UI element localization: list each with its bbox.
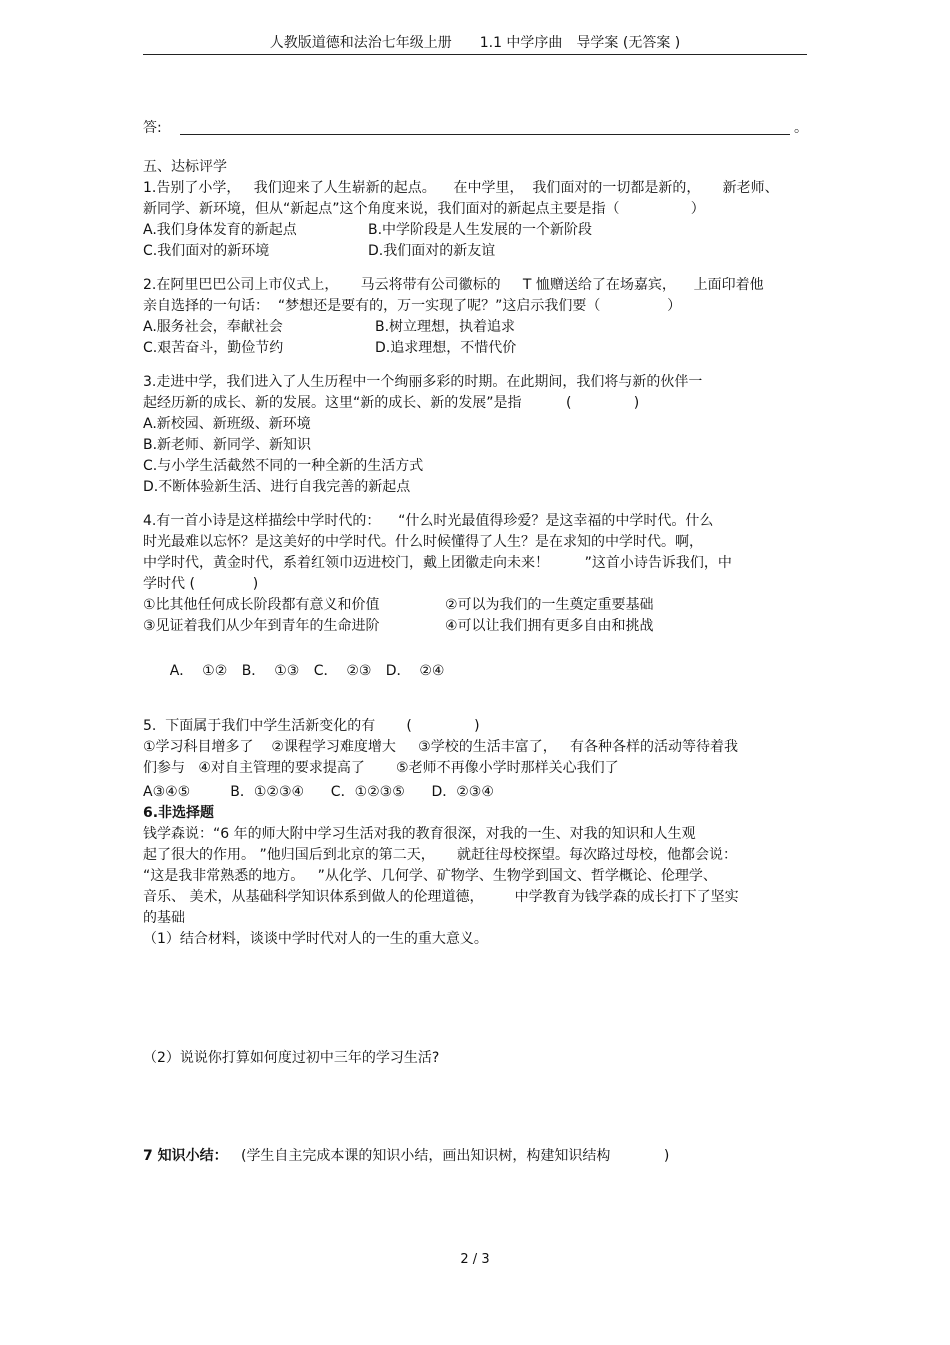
choice-d[interactable]: D． ②④ bbox=[385, 663, 445, 679]
option-a[interactable]: A.服务社会，奉献社会 bbox=[143, 319, 283, 335]
question-1 bbox=[143, 178, 808, 262]
choice-row bbox=[143, 640, 808, 703]
statement-row bbox=[143, 595, 808, 616]
answer-space[interactable] bbox=[143, 1069, 808, 1146]
question-line: 时光最难以忘怀？是这美好的中学时代。什么时候懂得了人生？是在求知的中学时代。啊， bbox=[143, 534, 703, 550]
question-line: 中学时代，黄金时代，系着红领巾迈进校门，戴上团徽走向未来！ ”这首小诗告诉我们，中 bbox=[143, 555, 732, 571]
material-line: 起了很大的作用。 ”他归国后到北京的第二天， 就赶往母校探望。每次路过母校，他都会说： bbox=[143, 847, 737, 863]
option-a[interactable]: A.我们身体发育的新起点 bbox=[143, 222, 297, 238]
question-line: 3.走进中学，我们进入了人生历程中一个绚丽多彩的时期。在此期间，我们将与新的伙伴一 bbox=[143, 374, 703, 390]
option-b[interactable]: B.新老师、新同学、新知识 bbox=[143, 437, 312, 453]
statement-4: ④可以让我们拥有更多自由和挑战 bbox=[445, 618, 654, 634]
question-5 bbox=[143, 716, 808, 803]
material-line: 的基础 bbox=[143, 910, 185, 926]
option-row bbox=[143, 220, 808, 241]
option-row bbox=[143, 241, 808, 262]
page-number: 2 / 3 bbox=[460, 1252, 490, 1267]
question-line: 亲自选择的一句话： “梦想还是要有的，万一实现了呢？”这启示我们要（ ） bbox=[143, 298, 682, 314]
section-title: 五、达标评学 bbox=[143, 159, 227, 175]
statement-row bbox=[143, 616, 808, 637]
question-line: 新同学、新环境，但从“新起点”这个角度来说，我们面对的新起点主要是指（ ） bbox=[143, 201, 705, 217]
sub-question-2: （2）说说你打算如何度过初中三年的学习生活? bbox=[143, 1050, 440, 1066]
statement-1: ①比其他任何成长阶段都有意义和价值 bbox=[143, 597, 380, 613]
question-line: 起经历新的成长、新的发展。这里“新的成长、新的发展”是指 ( ) bbox=[143, 395, 640, 411]
question-line: 学时代 ( ) bbox=[143, 576, 259, 592]
option-row bbox=[143, 317, 808, 338]
question-2 bbox=[143, 275, 808, 359]
option-row bbox=[143, 338, 808, 359]
answer-blank-line[interactable] bbox=[180, 120, 790, 135]
sub-question-1: （1）结合材料，谈谈中学时代对人的一生的重大意义。 bbox=[143, 931, 488, 947]
option-c[interactable]: C.我们面对的新环境 bbox=[143, 243, 270, 259]
statement-2: ②可以为我们的一生奠定重要基础 bbox=[445, 597, 654, 613]
option-d[interactable]: D.我们面对的新友谊 bbox=[368, 243, 496, 259]
choice-a[interactable]: A． ①② bbox=[169, 663, 228, 679]
option-d[interactable]: D.追求理想，不惜代价 bbox=[375, 340, 517, 356]
worksheet-body bbox=[143, 117, 808, 1167]
summary-label: 7 知识小结： bbox=[143, 1148, 228, 1164]
choice-row[interactable]: A③④⑤ B．①②③④ C．①②③⑤ D．②③④ bbox=[143, 784, 494, 800]
option-b[interactable]: B.中学阶段是人生发展的一个新阶段 bbox=[368, 222, 593, 238]
question-line: 5. 下面属于我们中学生活新变化的有 ( ) bbox=[143, 718, 480, 734]
statement-3: ③见证着我们从少年到青年的生命进阶 bbox=[143, 618, 380, 634]
question-line: 1.告别了小学， 我们迎来了人生崭新的起点。 在中学里， 我们面对的一切都是新的， 新老师、 bbox=[143, 180, 779, 196]
option-b[interactable]: B.树立理想，执着追求 bbox=[375, 319, 516, 335]
material-line: 钱学森说：“6 年的师大附中学习生活对我的教育很深，对我的一生、对我的知识和人生观 bbox=[143, 826, 696, 842]
answer-space[interactable] bbox=[143, 950, 808, 1048]
page-header: 人教版道德和法治七年级上册 1.1 中学序曲 导学案 (无答案 ) bbox=[269, 35, 681, 51]
header-rule bbox=[143, 54, 807, 55]
question-line: 2.在阿里巴巴公司上市仪式上， 马云将带有公司徽标的 T 恤赠送给了在场嘉宾， 上面印着他 bbox=[143, 277, 764, 293]
answer-label: 答: bbox=[143, 120, 162, 136]
summary-text: (学生自主完成本课的知识小结，画出知识树，构建知识结构 ) bbox=[227, 1148, 670, 1164]
material-line: “这是我非常熟悉的地方。 ”从化学、几何学、矿物学、生物学到国文、哲学概论、伦理学、 bbox=[143, 868, 717, 884]
question-line: 们参与 ④对自主管理的要求提高了 ⑤老师不再像小学时那样关心我们了 bbox=[143, 760, 619, 776]
choice-b[interactable]: B． ①③ bbox=[241, 663, 300, 679]
question-4 bbox=[143, 511, 808, 703]
question-3 bbox=[143, 372, 808, 498]
answer-row bbox=[143, 117, 808, 139]
answer-end: 。 bbox=[794, 120, 808, 136]
material-line: 音乐、 美术，从基础科学知识体系到做人的伦理道德， 中学教育为钱学森的成长打下了坚实 bbox=[143, 889, 739, 905]
question-line: 4.有一首小诗是这样描绘中学时代的： “什么时光最值得珍爱？是这幸福的中学时代。什么 bbox=[143, 513, 714, 529]
option-c[interactable]: C.与小学生活截然不同的一种全新的生活方式 bbox=[143, 458, 424, 474]
option-c[interactable]: C.艰苦奋斗，勤俭节约 bbox=[143, 340, 284, 356]
question-title: 6.非选择题 bbox=[143, 805, 215, 821]
question-6 bbox=[143, 803, 808, 1146]
question-line: ①学习科目增多了 ②课程学习难度增大 ③学校的生活丰富了， 有各种各样的活动等待着我 bbox=[143, 739, 739, 755]
option-d[interactable]: D.不断体验新生活、进行自我完善的新起点 bbox=[143, 479, 411, 495]
question-7 bbox=[143, 1146, 808, 1167]
choice-c[interactable]: C． ②③ bbox=[313, 663, 372, 679]
option-a[interactable]: A.新校园、新班级、新环境 bbox=[143, 416, 311, 432]
